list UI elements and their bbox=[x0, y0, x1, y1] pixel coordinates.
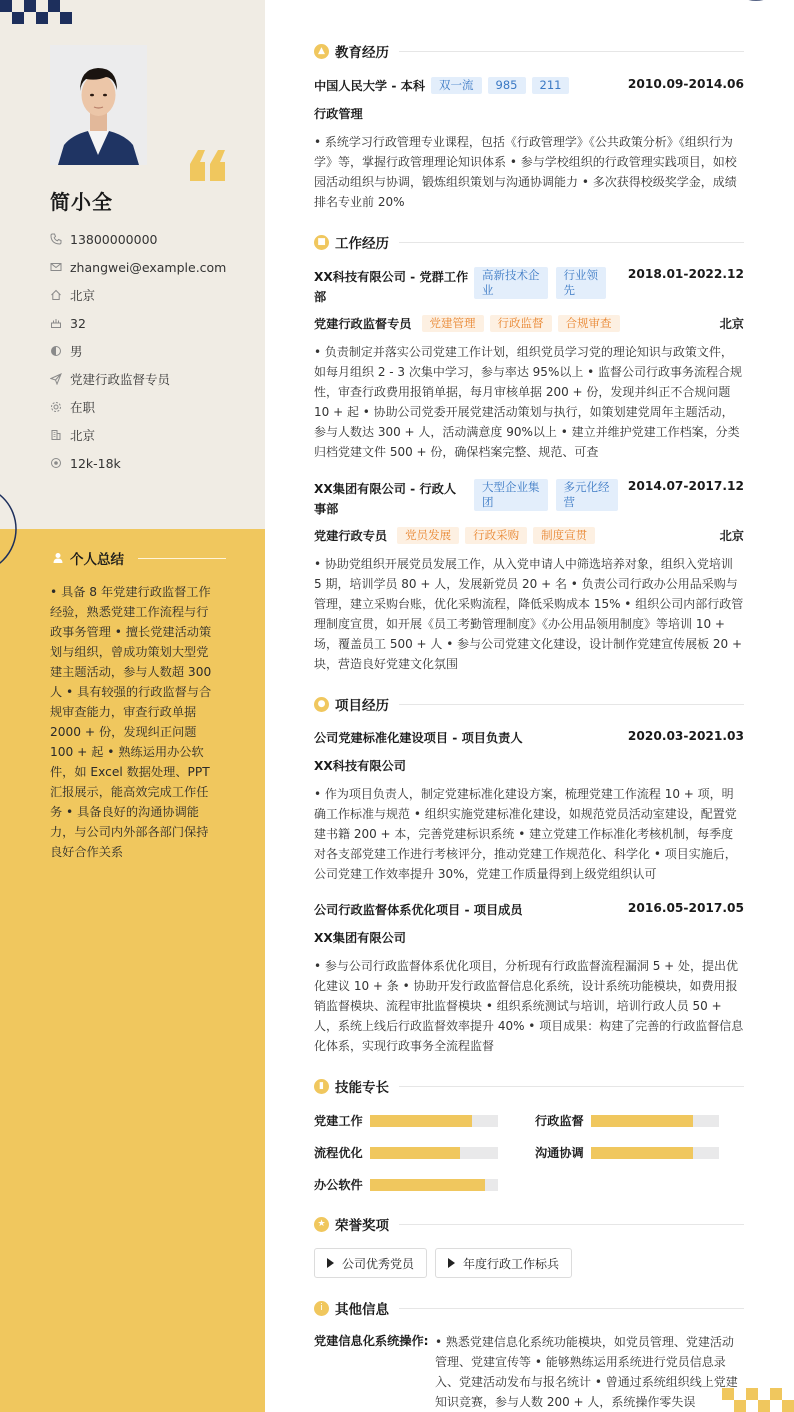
work-company bbox=[314, 267, 470, 307]
sidebar bbox=[0, 0, 265, 1412]
info-icon: i bbox=[314, 1301, 329, 1316]
award-badge bbox=[314, 1248, 427, 1278]
info-salary bbox=[50, 449, 226, 477]
skill-bar-fill bbox=[370, 1179, 485, 1191]
work-description: • 负责制定并落实公司党建工作计划，组织党员学习党的理论知识与政策文件，如每月组织 2 - 3 次集中学习，参与率达 95%以上 • 监督公司行政事务流程合规性，审查行政费用报销单据，每月审核单据 200 + 份，发现并纠正不合规问题 10 + 起 • 协助公司党委开展党建活动策划与执行，如策划建党周年主题活动，参与人数达 300 + 人，活动满意度 90%以上 • 建立并维护党建工作档案，分类归档党建文件 500 + 份，确保档案完整、规范、可查 bbox=[314, 345, 743, 459]
grid-icon: ● bbox=[314, 697, 329, 712]
skill-item bbox=[314, 1176, 498, 1193]
graduation-cap-icon: ▲ bbox=[314, 44, 329, 59]
projects-section-header bbox=[314, 694, 744, 714]
education-tag: 211 bbox=[532, 77, 570, 94]
project-name: 公司行政监督体系优化项目 - 项目成员 bbox=[314, 903, 523, 917]
work-company-tag bbox=[556, 479, 618, 511]
tag-line: 大型企业集 bbox=[482, 480, 540, 494]
coin-icon bbox=[50, 457, 62, 469]
work-role: 党建行政专员 bbox=[314, 529, 388, 543]
skill-bar bbox=[370, 1179, 498, 1191]
info-location bbox=[50, 281, 226, 309]
project-header-row bbox=[314, 729, 744, 746]
education-title: 教育经历 bbox=[335, 45, 389, 61]
role-tag: 制度宣贯 bbox=[533, 527, 595, 544]
position-value: 党建行政监督专员 bbox=[70, 372, 171, 387]
other-title: 其他信息 bbox=[335, 1302, 389, 1318]
skill-name: 办公软件 bbox=[314, 1178, 363, 1192]
tag-line: 先 bbox=[563, 283, 575, 297]
info-gender bbox=[50, 337, 226, 365]
award-label: 公司优秀党员 bbox=[342, 1256, 415, 1271]
work-company bbox=[314, 479, 470, 519]
project-date: 2016.05-2017.05 bbox=[627, 901, 744, 915]
skill-bar bbox=[370, 1147, 498, 1159]
skills-title: 技能专长 bbox=[335, 1080, 389, 1096]
role-tag: 合规审查 bbox=[558, 315, 620, 332]
candidate-name: 简小全 bbox=[50, 190, 113, 214]
work-role: 党建行政监督专员 bbox=[314, 317, 412, 331]
summary-title: 个人总结 bbox=[70, 552, 124, 568]
cake-icon bbox=[50, 317, 62, 329]
work-item-header bbox=[314, 267, 744, 307]
phone-value: 13800000000 bbox=[70, 231, 158, 247]
info-age bbox=[50, 309, 226, 337]
quote-mark-icon bbox=[188, 148, 228, 184]
work-section-header bbox=[314, 232, 744, 252]
chart-icon: ▮ bbox=[314, 1079, 329, 1094]
education-tag: 双一流 bbox=[431, 77, 482, 94]
other-text: • 熟悉党建信息化系统功能模块，如党员管理、党建活动管理、党建宣传等 • 能够熟练运用系统进行党员信息录入、党建活动发布与报名统计 • 曾通过系统组织线上党建知识竞赛，参与人数 200 + 人，系统操作零失误 bbox=[435, 1335, 738, 1409]
play-icon bbox=[327, 1258, 334, 1268]
skill-item bbox=[535, 1112, 719, 1129]
skill-name: 流程优化 bbox=[314, 1146, 363, 1160]
project-org-row bbox=[314, 929, 744, 946]
building-icon bbox=[50, 429, 62, 441]
skill-bar bbox=[591, 1147, 719, 1159]
gender-icon bbox=[50, 345, 62, 357]
briefcase-icon: ■ bbox=[314, 235, 329, 250]
work-company-line: XX集团有限公司 - 行政人 bbox=[314, 482, 457, 496]
tag-line: 业 bbox=[482, 283, 494, 297]
project-org: XX集团有限公司 bbox=[314, 931, 406, 945]
section-divider bbox=[399, 242, 744, 243]
skill-bar-fill bbox=[591, 1115, 693, 1127]
section-divider bbox=[399, 704, 744, 705]
work-company-tag bbox=[556, 267, 607, 299]
info-phone bbox=[50, 225, 226, 253]
skill-bar-fill bbox=[370, 1115, 472, 1127]
trophy-icon: ★ bbox=[314, 1217, 329, 1232]
tag-line: 营 bbox=[563, 495, 575, 509]
role-tag: 行政采购 bbox=[465, 527, 527, 544]
education-tag: 985 bbox=[488, 77, 526, 94]
avatar bbox=[50, 45, 147, 165]
skill-bar-fill bbox=[370, 1147, 460, 1159]
status-value: 在职 bbox=[70, 400, 96, 415]
work-role-row bbox=[314, 527, 744, 544]
education-major-row bbox=[314, 105, 744, 122]
skill-bar-fill bbox=[591, 1147, 693, 1159]
education-major: 行政管理 bbox=[314, 107, 363, 121]
work-date: 2018.01-2022.12 bbox=[627, 267, 744, 281]
education-school: 中国人民大学 - 本科 bbox=[314, 79, 426, 93]
info-email bbox=[50, 253, 226, 281]
skills-section-header bbox=[314, 1076, 744, 1096]
email-value: zhangwei@example.com bbox=[70, 259, 227, 275]
send-icon bbox=[50, 373, 62, 385]
gear-icon bbox=[50, 401, 62, 413]
project-org: XX科技有限公司 bbox=[314, 759, 406, 773]
work-item-header bbox=[314, 479, 744, 519]
info-status bbox=[50, 393, 226, 421]
award-badge bbox=[435, 1248, 572, 1278]
other-label: 党建信息化系统操作: bbox=[314, 1334, 429, 1348]
skill-item bbox=[535, 1144, 719, 1161]
work-company-line: XX科技有限公司 - 党群工作 bbox=[314, 270, 469, 284]
summary-text: • 具备 8 年党建行政监督工作经验，熟悉党建工作流程与行政事务管理 • 擅长党建活动策划与组织，曾成功策划大型党建主题活动，参与人数超 300 人 • 具有较强的行政监督与合规审查能力，审查行政单据 2000 + 份，发现纠正问题 100 + 起 • 熟练运用办公软件，如 Excel 数据处理、PPT 汇报展示，能高效完成工作任务 • 具备良好的沟通协调能力，与公司内外部各部门保持良好合作关系 bbox=[50, 585, 212, 859]
contact-info-list bbox=[50, 225, 226, 477]
award-label: 年度行政工作标兵 bbox=[463, 1256, 560, 1271]
city-value: 北京 bbox=[70, 428, 96, 443]
project-header-row bbox=[314, 901, 744, 918]
section-divider bbox=[399, 1224, 744, 1225]
education-date: 2010.09-2014.06 bbox=[627, 77, 744, 91]
tag-line: 团 bbox=[482, 495, 494, 509]
work-city: 北京 bbox=[719, 317, 744, 331]
tag-line: 高新技术企 bbox=[482, 268, 540, 282]
work-company-tag bbox=[474, 479, 548, 511]
project-org-row bbox=[314, 757, 744, 774]
tag-line: 行业领 bbox=[563, 268, 598, 282]
work-city: 北京 bbox=[719, 529, 744, 543]
work-company-line: 事部 bbox=[314, 502, 339, 516]
skill-name: 沟通协调 bbox=[535, 1146, 584, 1160]
education-section-header bbox=[314, 41, 744, 61]
skill-bar bbox=[370, 1115, 498, 1127]
work-description: • 协助党组织开展党员发展工作，从入党申请人中筛选培养对象，组织入党培训 5 期，培训学员 80 + 人，发展新党员 20 + 名 • 负责公司行政办公用品采购与管理，建立采购台账，优化采购流程，降低采购成本 15% • 组织公司内部行政管理制度宣贯，如开展《员工考勤管理制度》《办公用品领用制度》等培训 10 + 场，覆盖员工 500 + 人 • 参与公司党建文化建设，设计制作党建宣传展板 20 + 块，营造良好党建文化氛围 bbox=[314, 557, 744, 671]
awards-section-header bbox=[314, 1214, 744, 1234]
project-description: • 作为项目负责人，制定党建标准化建设方案，梳理党建工作流程 10 + 项，明确工作标准与规范 • 组织实施党建标准化建设，如规范党员活动室建设，配置党建书籍 200 + 本，完善党建标识系统 • 建立党建工作标准化考核机制，每季度对各支部党建工作进行考核评分，推动党建工作规范化、科学化 • 项目实施后，公司党建工作效率提升 30%，党建工作质量得到上级党组织认可 bbox=[314, 787, 737, 881]
section-divider bbox=[399, 1308, 744, 1309]
summary-section-header bbox=[52, 548, 226, 568]
role-tag: 党员发展 bbox=[397, 527, 459, 544]
age-value: 32 bbox=[70, 315, 86, 331]
skill-item bbox=[314, 1112, 498, 1129]
skill-name: 党建工作 bbox=[314, 1114, 363, 1128]
skill-item bbox=[314, 1144, 498, 1161]
work-role-row bbox=[314, 315, 744, 332]
skill-name: 行政监督 bbox=[535, 1114, 584, 1128]
info-city bbox=[50, 421, 226, 449]
person-icon bbox=[52, 552, 64, 564]
info-position bbox=[50, 365, 226, 393]
work-company-line: 部 bbox=[314, 290, 327, 304]
home-icon bbox=[50, 289, 62, 301]
play-icon bbox=[448, 1258, 455, 1268]
phone-icon bbox=[50, 233, 62, 245]
mail-icon bbox=[50, 261, 62, 273]
role-tag: 行政监督 bbox=[490, 315, 552, 332]
awards-title: 荣誉奖项 bbox=[335, 1218, 389, 1234]
skill-bar bbox=[591, 1115, 719, 1127]
summary-divider bbox=[138, 558, 226, 559]
role-tag: 党建管理 bbox=[422, 315, 484, 332]
project-date: 2020.03-2021.03 bbox=[627, 729, 744, 743]
circle-decoration-top-right bbox=[718, 0, 794, 36]
project-name: 公司党建标准化建设项目 - 项目负责人 bbox=[314, 731, 523, 745]
work-date: 2014.07-2017.12 bbox=[627, 479, 744, 493]
salary-value: 12k-18k bbox=[70, 455, 121, 471]
location-value: 北京 bbox=[70, 288, 96, 303]
checker-decoration-top-left bbox=[0, 0, 72, 24]
tag-line: 多元化经 bbox=[563, 480, 610, 494]
circle-decoration-left bbox=[0, 484, 46, 574]
education-description: • 系统学习行政管理专业课程，包括《行政管理学》《公共政策分析》《组织行为学》等，掌握行政管理理论知识体系 • 参与学校组织的行政管理实践项目，如校园活动组织与协调，锻炼组织策划与沟通协调能力 • 多次获得校级奖学金，成绩排名专业前 20% bbox=[314, 135, 737, 209]
work-title: 工作经历 bbox=[335, 236, 389, 252]
section-divider bbox=[399, 51, 744, 52]
gender-value: 男 bbox=[70, 344, 83, 359]
other-section-header bbox=[314, 1298, 744, 1318]
work-company-tag bbox=[474, 267, 548, 299]
project-description: • 参与公司行政监督体系优化项目，分析现有行政监督流程漏洞 5 + 处，提出优化建议 10 + 条 • 协助开发行政监督信息化系统，设计系统功能模块，如费用报销监督模块、流程审批监督模块 • 组织系统测试与培训，培训行政人员 50 + 人，系统上线后行政监督效率提升 40% • 项目成果：构建了完善的行政监督信息化体系，实现行政事务全流程监督 bbox=[314, 959, 744, 1053]
projects-title: 项目经历 bbox=[335, 698, 389, 714]
education-header-row bbox=[314, 77, 744, 94]
section-divider bbox=[399, 1086, 744, 1087]
